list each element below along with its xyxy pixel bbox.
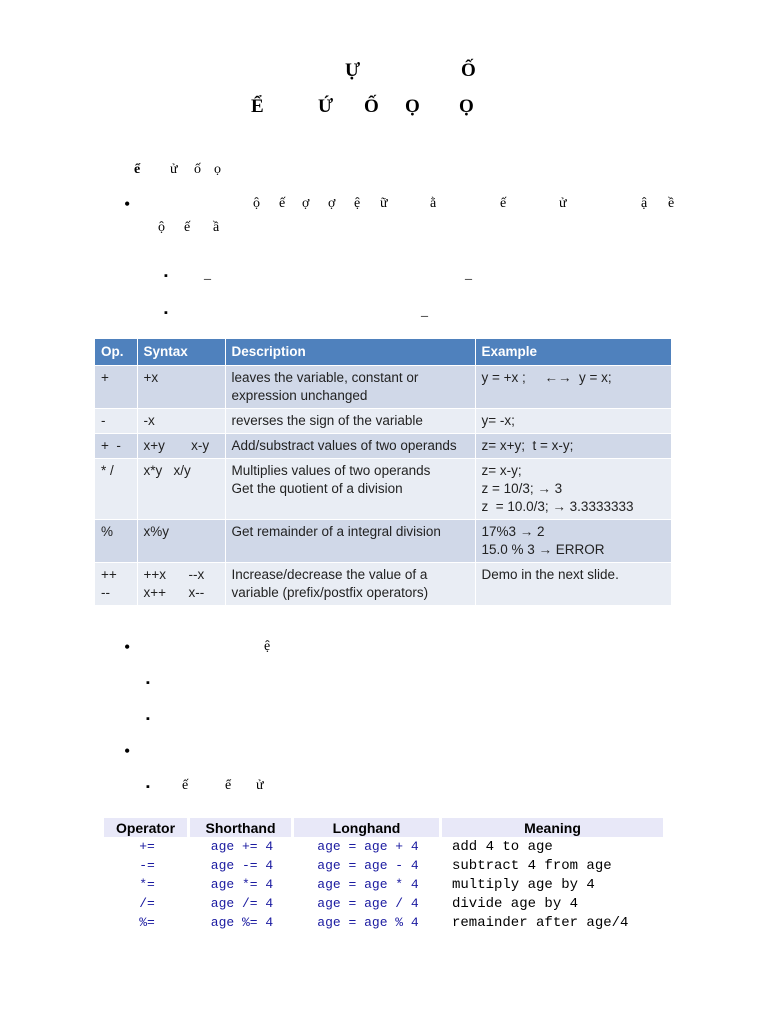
bullet1-glyph: ợ: [302, 196, 310, 211]
title-line2-glyph: Ể: [251, 96, 264, 117]
cell-longhand: age = age * 4: [317, 877, 419, 892]
cell-meaning: subtract 4 from age: [452, 857, 612, 874]
cell-operator: +=: [139, 839, 155, 854]
header-op: Op.: [95, 339, 137, 366]
cell-op: + -: [95, 434, 137, 459]
cell-operator: /=: [139, 896, 155, 911]
table-header-row: [104, 818, 666, 837]
header-example: Example: [475, 339, 671, 366]
bullet3-glyph: ế: [182, 778, 189, 793]
cell-op: -: [95, 409, 137, 434]
header-syntax: Syntax: [137, 339, 225, 366]
bullet1-glyph: ề: [668, 196, 675, 211]
cell-shorthand: age *= 4: [210, 877, 274, 892]
cell-description: reverses the sign of the variable: [225, 409, 475, 434]
table-row: [104, 913, 666, 932]
bullet-dot-icon: •: [124, 741, 131, 761]
table-row: [95, 459, 671, 520]
sub-bullet-mark: _: [421, 304, 428, 319]
table-row: [104, 875, 666, 894]
table-row: [95, 434, 671, 459]
cell-longhand: age = age - 4: [317, 858, 419, 873]
section-heading-glyph: ử: [170, 162, 178, 177]
bullet1-glyph: ậ: [641, 196, 648, 211]
title-line2-glyph: Ứ: [318, 96, 334, 117]
cell-example: z= x-y; z = 10/3; → 3 z = 10.0/3; → 3.3333333: [475, 459, 671, 520]
cell-operator: -=: [139, 858, 155, 873]
cell-syntax: ++x --x x++ x--: [137, 563, 225, 606]
bullet-square-icon: ▪: [164, 307, 168, 319]
cell-description: leaves the variable, constant or expression unchanged: [225, 366, 475, 409]
cell-operator: %=: [139, 915, 155, 930]
bullet1-glyph: ợ: [328, 196, 336, 211]
title-line1-glyph: Ố: [461, 60, 476, 81]
cell-example: y= -x;: [475, 409, 671, 434]
title-line1-glyph: Ự: [345, 60, 361, 81]
cell-example: Demo in the next slide.: [475, 563, 671, 606]
bullet-square-icon: ▪: [164, 270, 168, 282]
cell-syntax: -x: [137, 409, 225, 434]
cell-example: y = +x ; ←→ y = x;: [475, 366, 671, 409]
header-shorthand: Shorthand: [190, 818, 294, 837]
bullet-square-icon: ▪: [146, 713, 150, 725]
cell-example: 17%3 → 2 15.0 % 3 → ERROR: [475, 520, 671, 563]
header-longhand: Longhand: [294, 818, 442, 837]
bullet1-glyph: ế: [279, 196, 286, 211]
cell-op: %: [95, 520, 137, 563]
bullet1-glyph: ằ: [430, 196, 437, 211]
table-row: [95, 409, 671, 434]
sub-bullet-mark: _: [465, 267, 472, 282]
cell-longhand: age = age % 4: [317, 915, 419, 930]
cell-meaning: divide age by 4: [452, 895, 579, 912]
table-row: [104, 856, 666, 875]
bullet-square-icon: ▪: [146, 781, 150, 793]
table-row: [95, 366, 671, 409]
header-meaning: Meaning: [442, 818, 666, 837]
bullet1-glyph: ầ: [213, 220, 220, 235]
bullet3-glyph: ể: [225, 778, 232, 793]
sub-bullet-mark: _: [204, 267, 211, 282]
bullet1-glyph: ế: [500, 196, 507, 211]
table-row: [104, 894, 666, 913]
cell-op: ++ --: [95, 563, 137, 606]
cell-longhand: age = age / 4: [317, 896, 419, 911]
cell-op: +: [95, 366, 137, 409]
cell-syntax: +x: [137, 366, 225, 409]
cell-op: * /: [95, 459, 137, 520]
cell-longhand: age = age + 4: [317, 839, 419, 854]
cell-shorthand: age -= 4: [210, 858, 274, 873]
cell-operator: *=: [139, 877, 155, 892]
bullet-dot-icon: •: [124, 194, 131, 214]
table-header-row: [95, 339, 671, 366]
section-heading-glyph: ể: [134, 162, 141, 177]
bullet1-glyph: ử: [559, 196, 567, 211]
table-row: [104, 837, 666, 856]
cell-example: z= x+y; t = x-y;: [475, 434, 671, 459]
bullet1-glyph: ữ: [380, 196, 388, 211]
bullet1-glyph: ệ: [354, 196, 361, 211]
bullet1-glyph: ộ: [158, 220, 165, 235]
cell-syntax: x+y x-y: [137, 434, 225, 459]
bullet3-glyph: ử: [256, 778, 264, 793]
bullet1-glyph: ộ: [253, 196, 260, 211]
title-line2-glyph: Ố: [364, 96, 379, 117]
assignment-operator-table: [104, 818, 666, 932]
cell-meaning: remainder after age/4: [452, 914, 629, 931]
header-description: Description: [225, 339, 475, 366]
bullet2-glyph: ệ: [264, 639, 271, 654]
section-heading-glyph: ọ: [214, 162, 221, 177]
cell-shorthand: age %= 4: [210, 915, 274, 930]
title-line2-glyph: Ọ: [459, 96, 474, 117]
cell-meaning: multiply age by 4: [452, 876, 595, 893]
bullet1-glyph: ế: [184, 220, 191, 235]
cell-syntax: x*y x/y: [137, 459, 225, 520]
table-row: [95, 563, 671, 606]
cell-shorthand: age += 4: [210, 839, 274, 854]
cell-description: Multiplies values of two operands Get the quotient of a division: [225, 459, 475, 520]
header-operator: Operator: [104, 818, 190, 837]
cell-meaning: add 4 to age: [452, 838, 553, 855]
cell-description: Add/substract values of two operands: [225, 434, 475, 459]
cell-syntax: x%y: [137, 520, 225, 563]
section-heading-glyph: ố: [194, 162, 201, 177]
table-row: [95, 520, 671, 563]
cell-description: Increase/decrease the value of a variable (prefix/postfix operators): [225, 563, 475, 606]
cell-shorthand: age /= 4: [210, 896, 274, 911]
bullet-dot-icon: •: [124, 637, 131, 657]
title-line2-glyph: Ọ: [405, 96, 420, 117]
operator-table: [95, 339, 671, 605]
bullet-square-icon: ▪: [146, 677, 150, 689]
cell-description: Get remainder of a integral division: [225, 520, 475, 563]
